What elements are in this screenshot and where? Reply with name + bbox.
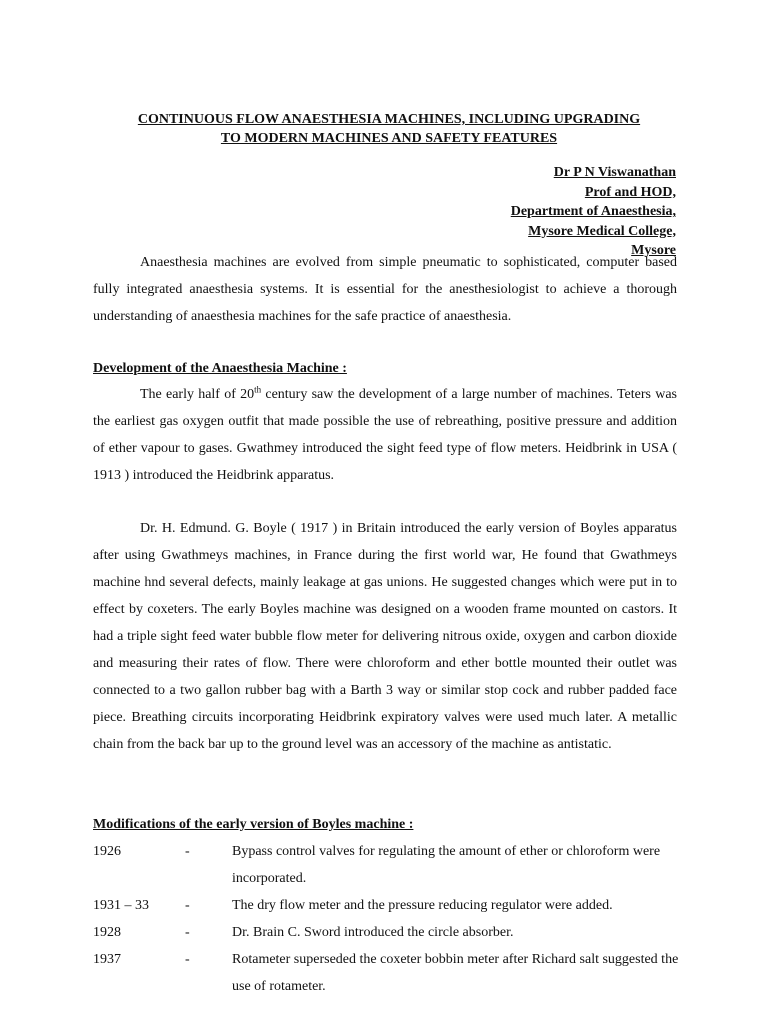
author-department: Department of Anaesthesia, [510,204,676,219]
section-heading-modifications: Modifications of the early version of Boyles machine : [93,817,414,832]
author-block [511,163,676,261]
modification-year: 1926 [93,844,121,859]
section-heading-development: Development of the Anaesthesia Machine : [93,361,347,376]
author-name: Dr P N Viswanathan [553,165,676,180]
author-college: Mysore Medical College, [528,223,676,239]
modification-description: Rotameter superseded the coxeter bobbin meter after Richard salt suggested the use of rotameter. [232,952,679,994]
development-paragraph-1-text [93,381,677,489]
modification-row [93,892,683,919]
development-paragraph-2-text: Dr. H. Edmund. G. Boyle ( 1917 ) in Britain introduced the early version of Boyles apparatus after using Gwathmeys machines, in France during the first world war, He found that Gwathmeys machine hnd several defects, mainly leakage at gas unions. He suggested changes which were put in to effect by coxeters. The early Boyles machine was designed on a wooden frame mounted on castors. It had a triple sight feed water bubble flow meter for delivering nitrous oxide, oxygen and carbon dioxide and measuring their rates of flow. There were chloroform and ether bottle mounted their outlet was connected to a two gallon rubber bag with a Barth 3 way or similar stop cock and rubber padded face piece. Breathing circuits incorporating Heidbrink expiratory valves were used much later. A metallic chain from the back bar up to the ground level was an accessory of the machine as antistatic. [93,521,677,752]
para1-post: century saw the development of a large number of machines. Teters was the earliest gas oxygen outfit that made possible the use of rebreathing, positive pressure and addition of ether vapour to gases. Gwathmey introduced the sight feed type of flow meters. Heidbrink in USA ( 1913 ) introduced the Heidbrink apparatus. [93,387,677,483]
modification-row [93,946,683,1000]
title-line-2: TO MODERN MACHINES AND SAFETY FEATURES [220,131,558,146]
modification-description: Bypass control valves for regulating the amount of ether or chloroform were incorporated. [232,844,661,886]
modification-year: 1931 – 33 [93,898,149,913]
modification-row [93,838,683,892]
modification-row [93,919,683,946]
document-title [60,110,718,148]
modification-year: 1937 [93,952,121,967]
title-line-1: CONTINUOUS FLOW ANAESTHESIA MACHINES, INCLUDING UPGRADING [137,112,641,127]
intro-paragraph [93,249,677,330]
modification-dash: - [185,952,190,967]
modification-description: The dry flow meter and the pressure reducing regulator were added. [232,898,613,913]
modification-dash: - [185,925,190,940]
modification-dash: - [185,898,190,913]
modification-year: 1928 [93,925,121,940]
modification-description: Dr. Brain C. Sword introduced the circle absorber. [232,925,514,940]
author-position: Prof and HOD, [584,184,676,200]
modifications-list [93,838,683,1000]
modification-dash: - [185,844,190,859]
development-paragraph-1 [93,381,677,489]
author-city: Mysore [631,243,676,258]
para1-superscript: th [254,384,262,395]
development-paragraph-2 [93,515,677,758]
intro-text: Anaesthesia machines are evolved from simple pneumatic to sophisticated, computer based fully integrated anaesthesia systems. It is essential for the anesthesiologist to achieve a thorough understanding of anaesthesia machines for the safe practice of anaesthesia. [93,255,677,324]
para1-pre: The early half of 20 [140,387,255,402]
